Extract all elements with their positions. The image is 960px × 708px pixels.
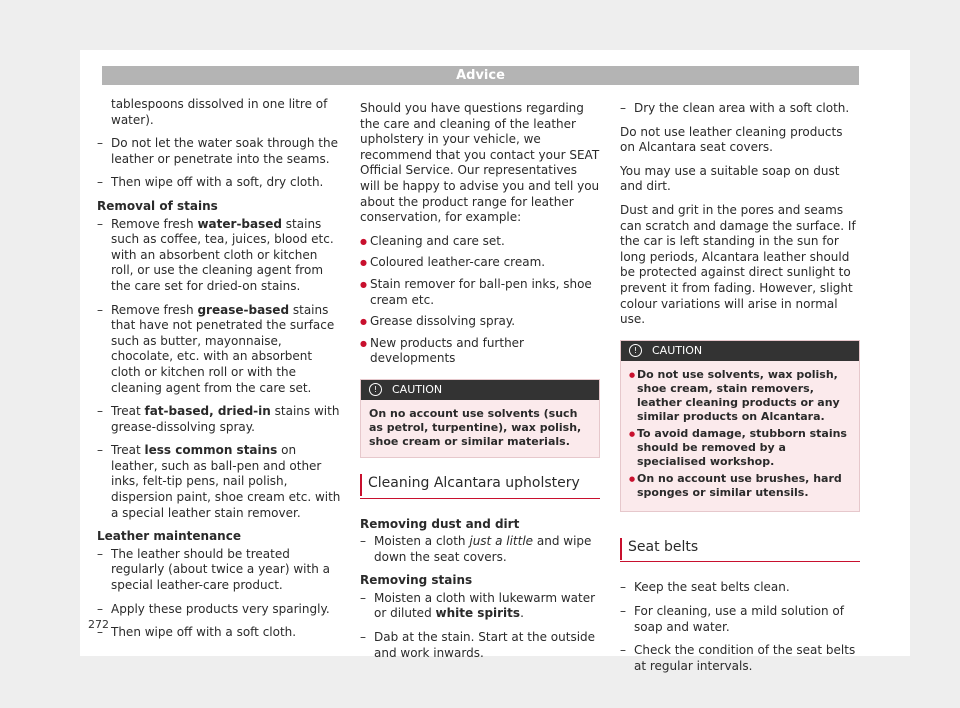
list-item: – Dab at the stain. Start at the outside and work inwards. [360, 630, 600, 661]
subheading-dust: Removing dust and dirt [360, 516, 520, 531]
list-item: – Treat fat-based, dried-in stains with grease-dissolving spray. [97, 404, 342, 435]
list-item: – Moisten a cloth with lukewarm water or diluted white spirits. [360, 591, 600, 622]
caution-box [360, 379, 600, 458]
caution-text: On no account use solvents (such as petrol, turpentine), wax polish, shoe cream or similar materials. [369, 406, 582, 448]
list-item: – Do not let the water soak through the leather or penetrate into the seams. [97, 136, 342, 167]
list-item: – Check the condition of the seat belts at regular intervals. [620, 643, 860, 674]
section-title: Cleaning Alcantara upholstery [360, 474, 600, 499]
list-item: ● Stain remover for ball-pen inks, shoe cream etc. [360, 277, 600, 308]
caution-body [621, 361, 859, 511]
list-item: – The leather should be treated regularly (about twice a year) with a special leather-care product. [97, 547, 342, 594]
list-item: – Dry the clean area with a soft cloth. [620, 101, 860, 117]
subheading-stains: Removal of stains [97, 198, 218, 213]
warning-icon: ! [369, 383, 382, 396]
section-header: Advice [102, 66, 859, 85]
list-item: ● Coloured leather-care cream. [360, 255, 600, 271]
page-number: 272 [88, 618, 109, 631]
paragraph: tablespoons dissolved in one litre of water). [111, 97, 328, 127]
caution-box [620, 340, 860, 512]
subheading-maintenance: Leather maintenance [97, 529, 241, 544]
list-item: – Remove fresh water-based stains such as coffee, tea, juices, blood etc. with an absorbent cloth or kitchen roll, or use the cleaning agent from the care set for dried-on stains. [97, 217, 342, 295]
list-item: ● Grease dissolving spray. [360, 314, 600, 330]
list-item: – Then wipe off with a soft, dry cloth. [97, 175, 342, 191]
caution-header: ! CAUTION [621, 341, 859, 361]
list-item: – Keep the seat belts clean. [620, 580, 860, 596]
caution-item: ● Do not use solvents, wax polish, shoe cream, stain removers, leather cleaning products or any similar products on Alcantara. [629, 368, 851, 424]
section-title: Seat belts [620, 538, 860, 563]
paragraph: Dust and grit in the pores and seams can scratch and damage the surface. If the car is left standing in the sun for long periods, Alcantara leather should be protected against direct sunlight to prevent it from fading. However, slight colour variations will arise in normal use. [620, 202, 856, 327]
subheading-stains: Removing stains [360, 573, 473, 588]
caution-item: ● To avoid damage, stubborn stains should be removed by a specialised workshop. [629, 427, 851, 469]
list-item: – Then wipe off with a soft cloth. [97, 625, 342, 641]
list-item: – For cleaning, use a mild solution of soap and water. [620, 604, 860, 635]
list-item: ● Cleaning and care set. [360, 234, 600, 250]
caution-header: ! CAUTION [361, 380, 599, 400]
paragraph: You may use a suitable soap on dust and dirt. [620, 163, 840, 194]
list-item: – Remove fresh grease-based stains that have not penetrated the surface such as butter, mayonnaise, chocolate, etc. with an absorbent cloth or kitchen roll or with the cleaning agent from the care set. [97, 303, 342, 397]
column-2 [360, 101, 600, 669]
paragraph: Do not use leather cleaning products on Alcantara seat covers. [620, 124, 843, 155]
caution-item: ● On no account use brushes, hard sponges or similar utensils. [629, 472, 851, 500]
list-item: ● New products and further developments [360, 336, 600, 367]
column-1 [97, 97, 342, 649]
list-item: – Treat less common stains on leather, such as ball-pen and other inks, felt-tip pens, nail polish, dispersion paint, shoe cream etc. with a special leather stain remover. [97, 443, 342, 521]
column-3 [620, 101, 860, 682]
warning-icon: ! [629, 344, 642, 357]
list-item: – Moisten a cloth just a little and wipe down the seat covers. [360, 534, 600, 565]
paragraph: Should you have questions regarding the care and cleaning of the leather upholstery in your vehicle, we recommend that you contact your SEAT Official Service. Our representatives will be happy to advise you and tell you about the product range for leather conservation, for example: [360, 101, 600, 225]
list-item: – Apply these products very sparingly. [97, 602, 342, 618]
